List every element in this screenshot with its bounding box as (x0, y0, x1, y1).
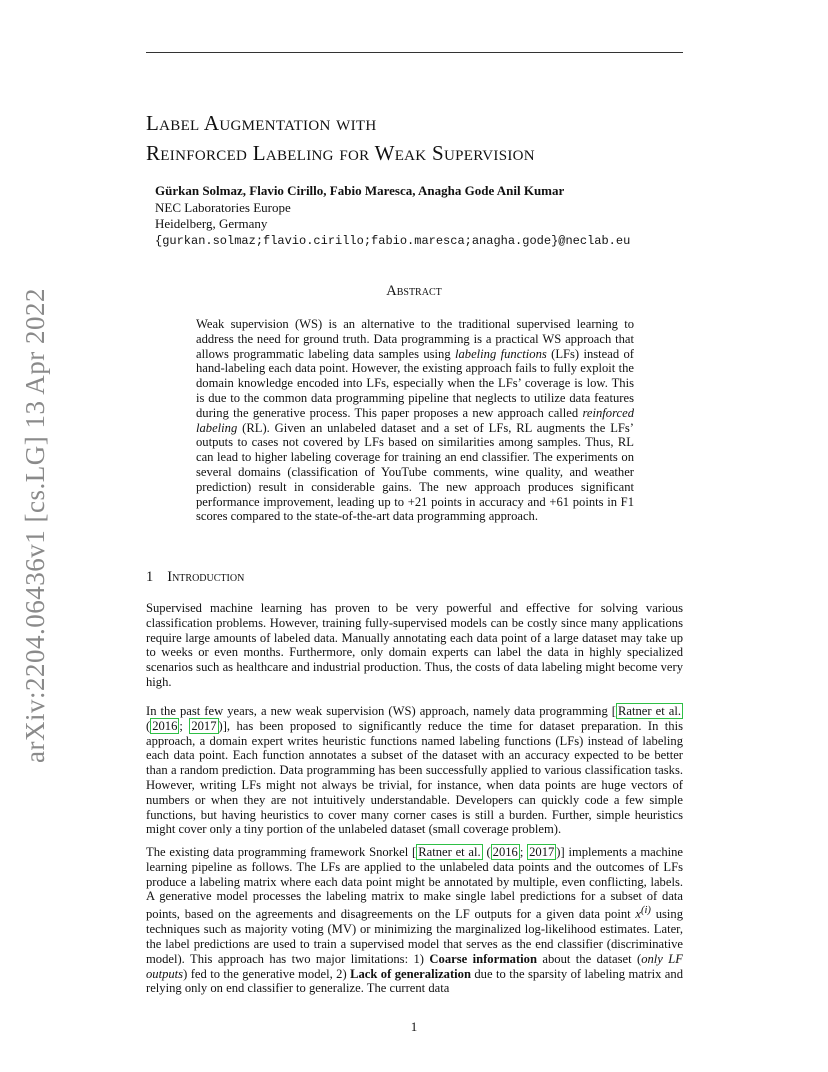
top-rule (146, 52, 683, 53)
intro-paragraph-2 (146, 704, 683, 837)
abstract-part-a: Weak supervision (WS) is an alternative to the traditional supervised learning to address the need for ground truth. Data programming is a practical WS approach that allows programmatic labeling data samples using (196, 317, 634, 361)
citation-link-ratner[interactable]: Ratner et al. (418, 845, 481, 859)
introduction-heading (146, 569, 244, 586)
arxiv-identifier: arXiv:2204.06436v1 [cs.LG] 13 Apr 2022 (20, 288, 50, 763)
p3-sep-1: ( (482, 845, 491, 859)
abstract-heading: Abstract (386, 283, 442, 299)
author-block (155, 183, 630, 249)
p3-part-b: )] implements a machine learning pipeline as follows. The LFs are applied to the unlabeled data points and the outcomes of LFs produce a labeling matrix where each data point might be annotated by multiple, even conflicting, labels. A generative model processes the labeling matrix to make single label predictions for a subset of data points, based on the agreements and disagreements on the LF outputs for a given data point (146, 845, 684, 922)
citation-link-2016[interactable]: 2016 (492, 845, 518, 859)
citation-link-2017[interactable]: 2017 (191, 718, 217, 733)
abstract-em-labeling-functions: labeling functions (455, 346, 547, 361)
math-superscript-i: (i) (641, 905, 651, 917)
section-title: Introduction (167, 569, 245, 585)
p2-sep-2: ; (179, 718, 190, 733)
abstract-em-reinforced-labeling: reinforced labeling (196, 405, 634, 435)
citation-link-2016[interactable]: 2016 (152, 718, 178, 733)
title-line-2: Reinforced Labeling for Weak Supervision (146, 141, 535, 165)
intro-paragraph-3 (146, 845, 683, 996)
abstract-part-b: (LFs) instead of hand-labeling each data point. However, the existing approach fails to fully exploit the domain knowledge encoded into LFs, especially when the LFs’ coverage is low. This is due to the common data programming pipeline that neglects to utilize data features during the generative process. This paper proposes a new approach called (196, 346, 634, 420)
intro-paragraph-1: Supervised machine learning has proven to be very powerful and effective for solving various classification problems. However, training fully-supervised models can be costly since many applications require large amounts of labeled data. Manually annotating each data point of a large dataset may take up to weeks or even months. Furthermore, only domain experts can label the data in highly specialized scenarios such as healthcare and industrial production. Thus, the costs of data labeling might become very high. (146, 601, 683, 689)
location: Heidelberg, Germany (155, 216, 268, 231)
citation-link-2017[interactable]: 2017 (529, 845, 555, 859)
author-names: Gürkan Solmaz, Flavio Cirillo, Fabio Maresca, Anagha Gode Anil Kumar (155, 183, 565, 198)
title-line-1: Label Augmentation with (146, 111, 377, 135)
p2-sep-1: ( (146, 718, 151, 733)
p3-sep-2: ; (519, 845, 528, 859)
p3-part-f: due to the sparsity of labeling matrix and relying only on end classifier to generalize. The current data (146, 966, 683, 996)
p2-part-a: In the past few years, a new weak supervision (WS) approach, namely data programming [ (146, 704, 616, 718)
abstract-part-c: (RL). Given an unlabeled dataset and a set of LFs, RL augments the LFs’ outputs to cases not covered by LFs based on similarities among samples. Thus, RL can lead to higher labeling coverage for training an end classifier. The experiments on several domains (classification of YouTube comments, wine quality, and weather prediction) result in considerable gains. The new approach produces significant performance improvement, leading up to +21 points in accuracy and +61 points in F1 scores compared to the state-of-the-art data programming approach. (196, 420, 634, 524)
p2-part-b: )], has been proposed to significantly reduce the time for dataset preparation. In this approach, a domain expert writes heuristic functions named labeling functions (LFs) instead of labeling each data point. Each function annotates a subset of the dataset with an accuracy expected to be better than a random prediction. Data programming has been successfully applied to various classification tasks. However, writing LFs might not always be trivial, for instance, when data points are huge vectors of numbers or when they are not intuitively understandable. Developers can quickly code a few simple functions, but having heuristics to cover many corner cases is still a burden. Further, simple heuristics might cover only a tiny portion of the unlabeled dataset (small coverage problem). (146, 718, 683, 837)
math-variable-x: x (635, 907, 641, 922)
p3-part-d: about the dataset ( (536, 951, 642, 966)
p3-bold-lack-of-generalization: Lack of generalization (350, 966, 471, 981)
citation-link-ratner[interactable]: Ratner et al. (618, 704, 681, 718)
author-emails: {gurkan.solmaz;flavio.cirillo;fabio.maresca;anagha.gode}@neclab.eu (155, 233, 631, 248)
page-number: 1 (410, 1019, 418, 1034)
p3-part-c: using techniques such as majority voting (MV) or minimizing the marginalized log-likelihood estimates. Later, the label predictions are used to train a supervised model that serves as the end classifier (discriminative model). This approach has two major limitations: 1) (146, 907, 683, 966)
p3-em-only-lf-outputs: only LF outputs (146, 951, 683, 981)
p3-part-e: ) fed to the generative model, 2) (183, 966, 351, 981)
p3-bold-coarse-information: Coarse information (429, 951, 537, 966)
abstract-text (196, 317, 634, 524)
affiliation: NEC Laboratories Europe (155, 199, 291, 215)
paper-title (146, 108, 706, 168)
section-number: 1 (146, 569, 154, 585)
p3-part-a: The existing data programming framework Snorkel [ (146, 845, 417, 859)
